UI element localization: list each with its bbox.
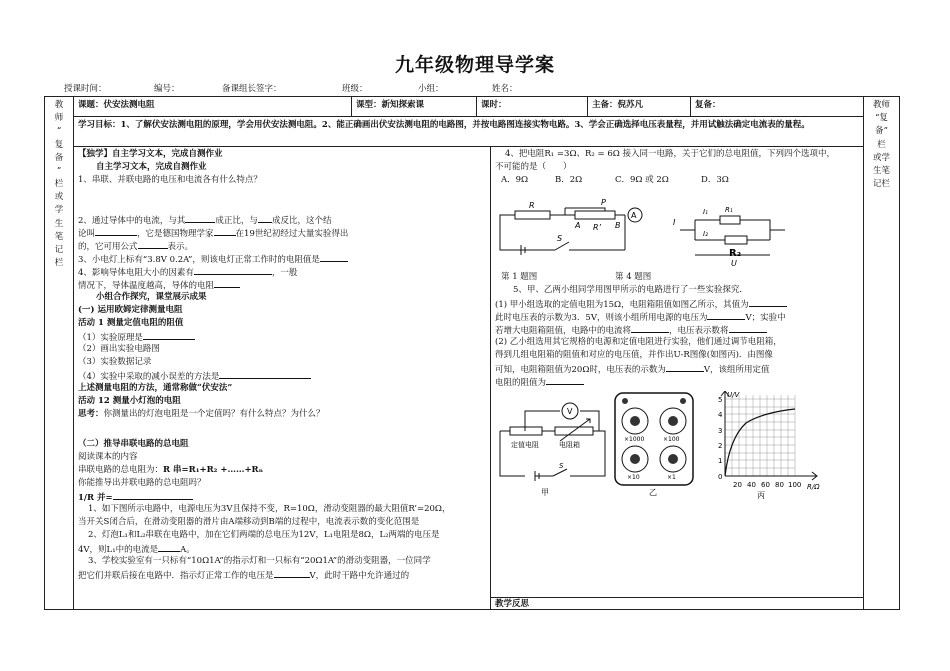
side-char: 记 xyxy=(54,244,64,255)
text: V；实验中 xyxy=(745,313,786,323)
fig-bing-y3: 3 xyxy=(718,427,723,435)
side-char: 学 xyxy=(54,205,64,216)
fig-bing-x40: 40 xyxy=(747,481,756,489)
fig1-caption: 第 1 题图 xyxy=(501,272,538,282)
text: 串联电路的总电阻为： xyxy=(78,465,164,475)
goals-text: 学习目标：1、了解伏安法测电阻的原理，学会用伏安法测电阻。2、能正确画出伏安法测电阻的电路图，并按电路图连接实物电路。3、学会正确选择电压表量程，并用试触法确定电流表的量程。 xyxy=(78,120,810,130)
fig1-ammeter: A xyxy=(631,211,637,220)
fig-bing-y0: 0 xyxy=(718,473,723,481)
side-char: 师 xyxy=(54,113,64,124)
blank xyxy=(185,214,215,223)
blank xyxy=(274,569,310,578)
blank xyxy=(113,491,193,500)
fig4-label-i: I xyxy=(673,218,676,227)
line: 不可能的是（ ） xyxy=(495,162,572,172)
fig1-circuit xyxy=(500,208,642,255)
text: 可知，电阻箱阻值为20Ω时，电压表的示数为 xyxy=(495,365,666,375)
fig-bing-y2: 2 xyxy=(718,442,723,450)
fig-jia-fixed: 定值电阻 xyxy=(511,441,539,449)
line: 4、把电阻R₁ =3Ω、R₂ = 6Ω 接入同一电路，关于它们的总电阻值，下列四个选项中， xyxy=(505,149,835,159)
meta-date: 授课时间： xyxy=(64,84,107,94)
fig-bing-uaxis: U/V xyxy=(727,391,740,399)
line: （二）推导串联电路的总电阻 xyxy=(78,439,189,449)
blank xyxy=(729,324,767,333)
option-c: C．9Ω 或 2Ω xyxy=(615,175,669,185)
line: 5、甲、乙两小组同学用图甲所示的电路进行了一些实验探究． xyxy=(513,285,748,295)
text: ，电压表示数将 xyxy=(669,326,729,336)
fig1-label-p: P xyxy=(601,198,606,207)
option-d: D．3Ω xyxy=(701,175,729,185)
blank xyxy=(219,370,311,379)
line: 2、灯泡L₁和L₂串联在电路中，加在它们两端的总电压为12V，L₁电阻是8Ω，L₂两端的电压是 xyxy=(88,530,440,540)
text: ，它是德国物理学家 xyxy=(137,229,214,239)
text: 的，它可用公式 xyxy=(78,242,138,252)
text: 你测量出的灯泡电阻是一个定值吗？有什么特点？为什么？ xyxy=(103,409,325,419)
text: 4、影响导体电阻大小的因素有 xyxy=(78,268,194,278)
fig-jia-box: 电阻箱 xyxy=(559,441,580,449)
side-char: 教师 xyxy=(872,100,890,110)
text: 思考： xyxy=(78,409,104,419)
fig-bing-y4: 4 xyxy=(718,411,723,419)
header-row xyxy=(74,97,863,117)
side-char: 记栏 xyxy=(872,179,890,190)
fig4-label-r1: R₁ xyxy=(725,206,733,214)
side-char: 备 xyxy=(54,152,64,163)
side-char: 教 xyxy=(54,100,64,110)
text: 此时电压表的示数为3．5V，则该小组所用电源的电压为 xyxy=(495,313,708,323)
fig-bing-y1: 1 xyxy=(718,457,723,465)
fig-bing-x80: 80 xyxy=(775,481,784,489)
blank xyxy=(143,331,195,340)
blank xyxy=(749,298,787,307)
fig-bing-graph xyxy=(721,391,817,480)
meta-class: 班级： xyxy=(342,84,368,94)
blank xyxy=(631,324,669,333)
line: 得到几组电阻箱的阻值和对应的电压值，并作出U-R图像(如图丙)．由图像 xyxy=(495,350,773,360)
side-char: 生 xyxy=(54,218,64,229)
blank xyxy=(138,240,168,249)
left-notes-column xyxy=(45,97,74,609)
right-content xyxy=(491,147,863,609)
text: 若增大电阻箱阻值，电路中的电流将 xyxy=(495,326,632,336)
side-char: 栏 xyxy=(54,258,64,269)
review-cell: 复备： xyxy=(695,100,721,110)
side-char: 备” xyxy=(875,126,888,137)
option-b: B．2Ω xyxy=(555,175,583,185)
blank xyxy=(258,214,272,223)
line: 小组合作探究，课堂展示成果 xyxy=(96,292,207,302)
worksheet xyxy=(44,96,900,610)
meta-name: 姓名： xyxy=(492,84,518,94)
blank xyxy=(320,253,348,262)
option-a: A．9Ω xyxy=(501,175,529,185)
text: 表示。 xyxy=(167,242,194,252)
blank xyxy=(194,266,272,275)
side-char: 生笔 xyxy=(872,165,890,176)
side-char: “ xyxy=(56,126,62,137)
text: 把它们并联后接在电路中．指示灯正常工作的电压是 xyxy=(78,571,274,581)
text: 3、小电灯上标有“3.8V 0.2A”，则该电灯正常工作时的电阻值是 xyxy=(78,255,320,265)
side-char: 复 xyxy=(54,139,64,150)
text: 论叫 xyxy=(78,229,96,239)
left-content xyxy=(74,147,491,609)
text: 成反比，这个结 xyxy=(271,216,332,226)
text: A。 xyxy=(180,545,195,555)
line: 你能推导出并联电路的总电阻吗？ xyxy=(78,478,206,488)
topic-cell: 课题：伏安法测电阻 xyxy=(74,97,352,116)
fig-yi-x10: ×10 xyxy=(627,474,640,481)
fig-jia-voltmeter: V xyxy=(567,407,573,416)
line: 活动 1 测量定值电阻的阻值 xyxy=(78,318,184,328)
fig4-label-r2: R₂ xyxy=(729,248,742,259)
text: (1) 甲小组选取的定值电阻为15Ω，电阻箱阻值如图乙所示，其值为 xyxy=(495,300,749,310)
text: （4）实验中采取的减小误差的方法是 xyxy=(78,372,220,382)
fig-bing-y5: 5 xyxy=(718,396,723,404)
learning-goals xyxy=(74,117,863,147)
circuit-figures xyxy=(495,190,865,272)
text: V，此时干路中允许通过的 xyxy=(309,571,410,581)
fig-bing-x60: 60 xyxy=(761,481,770,489)
fig-jia-caption: 甲 xyxy=(541,488,549,497)
blank xyxy=(707,311,745,320)
fig-bing-x100: 100 xyxy=(788,481,802,489)
fig-bing-caption: 丙 xyxy=(757,491,765,500)
fig1-label-a: A xyxy=(575,221,581,230)
teaching-reflection xyxy=(491,597,863,609)
text: V，该组所用定值 xyxy=(703,365,770,375)
side-char: 栏 xyxy=(54,179,64,190)
text: 2、通过导体中的电流，与其 xyxy=(78,216,186,226)
blank xyxy=(546,376,584,385)
text: R 串=R₁+R₂ +……+Rₙ xyxy=(163,465,264,475)
fig1-label-rp: R’ xyxy=(593,223,602,232)
meta-leader: 备课组长签字： xyxy=(222,84,282,94)
fig-yi-x1000: ×1000 xyxy=(624,436,645,443)
blank xyxy=(95,227,137,236)
line: 阅读课本的内容 xyxy=(78,452,138,462)
blank xyxy=(214,279,240,288)
fig4-caption: 第 4 题图 xyxy=(615,272,652,282)
line: 活动 12 测量小灯泡的电阻 xyxy=(78,396,181,406)
line: 1、串联、并联电路的电压和电流各有什么特点？ xyxy=(78,175,262,185)
line: （2）画出实验电路图 xyxy=(78,344,160,354)
text: 4V，则L₁中的电流是 xyxy=(78,545,159,555)
meta-number: 编号： xyxy=(154,84,180,94)
fig-jia-s: S xyxy=(559,462,564,470)
fig-yi-x1: ×1 xyxy=(667,474,676,481)
blank xyxy=(666,363,704,372)
side-char: 笔 xyxy=(54,231,64,242)
line: （3）实验数据记录 xyxy=(78,357,152,367)
line: 3、学校实验室有一只标有“10Ω1A”的指示灯和一只标有“20Ω1A”的滑动变阻器，一位同学 xyxy=(88,556,431,566)
blank xyxy=(158,543,180,552)
text: ，一般 xyxy=(271,268,298,278)
side-char: 或 xyxy=(54,192,64,203)
text: 在19世纪初经过大量实验得出 xyxy=(235,229,349,239)
text: （1）实验原理是 xyxy=(78,333,143,343)
fig4-label-i1: I₁ xyxy=(703,208,708,216)
text: 成正比，与 xyxy=(215,216,258,226)
line: 自主学习文本，完成自测作业 xyxy=(96,162,207,172)
teaching-reflection-label: 教学反思 xyxy=(495,599,530,609)
text: 1/R 并= xyxy=(78,493,113,503)
line: 【独学】自主学习文本，完成自测作业 xyxy=(78,149,223,159)
type-cell: 课型：新知探索课 xyxy=(352,97,477,116)
line: (一) 运用欧姆定律测量电阻 xyxy=(78,305,183,315)
side-char: 栏 xyxy=(877,139,886,150)
side-char: 或学 xyxy=(872,152,890,163)
line: 1、如下图所示电路中，电源电压为3V且保持不变，R=10Ω，滑动变阻器的最大阻值R’=20Ω， xyxy=(88,504,451,514)
period-cell: 课时： xyxy=(477,97,588,116)
fig-yi-caption: 乙 xyxy=(649,488,657,497)
meta-group: 小组： xyxy=(418,84,444,94)
fig4-label-u: U xyxy=(731,259,737,268)
side-char: ” xyxy=(56,165,62,176)
text: 电阻的阻值为 xyxy=(495,378,547,388)
line: 上述测量电阻的方法，通常称做“伏安法” xyxy=(78,383,233,393)
side-char: “复 xyxy=(875,113,888,124)
graph-grid xyxy=(725,395,795,476)
fig1-label-s: S xyxy=(557,234,563,243)
fig-bing-raxis: R/Ω xyxy=(807,483,820,491)
fig1-label-r: R xyxy=(529,201,535,210)
line: (2) 乙小组选用其它规格的电源和定值电阻进行实验，他们通过调节电阻箱， xyxy=(495,337,782,347)
fig4-label-i2: I₂ xyxy=(703,230,708,238)
fig-yi-x100: ×100 xyxy=(663,436,680,443)
author-cell: 主备：倪苏凡 xyxy=(588,97,691,116)
fig-bing-x20: 20 xyxy=(733,481,742,489)
experiment-figures xyxy=(495,391,865,501)
right-notes-column xyxy=(863,97,899,609)
line: 当开关S闭合后，在滑动变阻器的滑片由A端移动到B端的过程中，电流表示数的变化范围是 xyxy=(78,517,420,527)
page-title: 九年级物理导学案 xyxy=(394,54,555,76)
fig1-label-b: B xyxy=(615,221,621,230)
text: 情况下，导体温度越高，导体的电阻 xyxy=(78,281,215,291)
blank xyxy=(214,227,236,236)
